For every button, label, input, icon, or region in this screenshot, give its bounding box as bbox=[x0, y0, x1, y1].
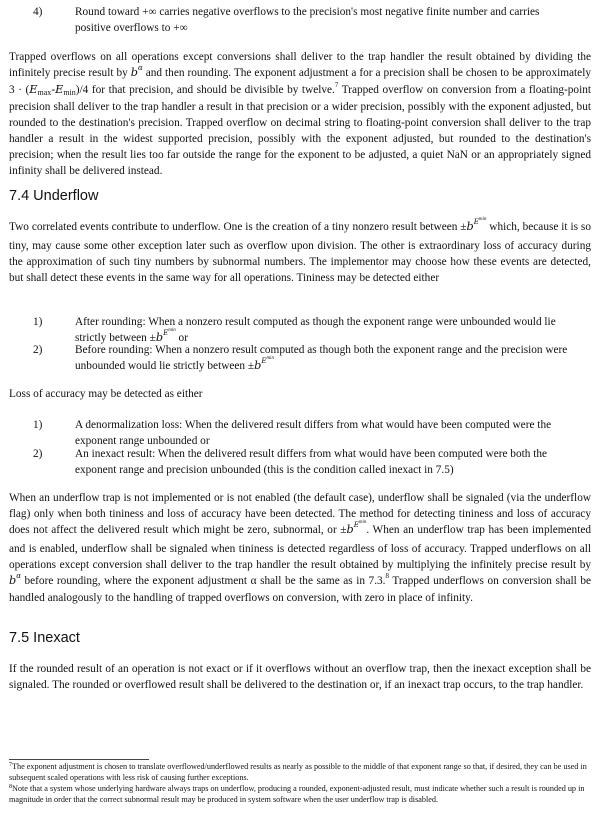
tininess-list-item: 1) After rounding: When a nonzero result computed as though the exponent range were unbounded would lie strictly between $\pm b^{E^{min}}$ or bbox=[33, 316, 556, 344]
footnote-ref-8[interactable]: 8 bbox=[385, 572, 389, 580]
footnote-ref-7[interactable]: 7 bbox=[334, 81, 339, 89]
loss-list-item: 2) An inexact result: When the delivered result differs from what would have been computed were both the exponent range and precision unbounded (this is the condition called inexact in 7.5) bbox=[33, 448, 548, 476]
footnote-divider bbox=[9, 759, 149, 760]
tininess-list-item: 2) Before rounding: When a nonzero result computed as though both the exponent range and the precision were unbounded would lie strictly between $\pm b^{E^{min}}$ bbox=[33, 344, 568, 372]
loss-of-accuracy-intro: Loss of accuracy may be detected as either bbox=[9, 388, 203, 400]
underflow-intro-paragraph: Two correlated events contribute to underflow. One is the creation of a tiny nonzero result between $\pm b^{E^{min}}$ which, because it is so tiny, may cause some other exception later such as overflow upon division. The other is extraordinary loss of accuracy during the approximation of such tiny numbers by subnormal numbers. The implementor may choose how these events are detected, but shall detect these events in the same way for all operations. Tininess may be detected either bbox=[9, 217, 591, 284]
section-heading-inexact: 7.5 Inexact bbox=[9, 630, 80, 646]
rounding-list-item-4 bbox=[33, 4, 585, 38]
inexact-paragraph: If the rounded result of an operation is not exact or if it overflows without an overflow trap, then the inexact exception shall be signaled. The rounded or overflowed result shall be delivered to the destination or, if an inexact trap occurs, to the trap handler. bbox=[9, 663, 591, 691]
loss-list-item: 1) A denormalization loss: When the delivered result differs from what would have been computed were the exponent range unbounded or bbox=[33, 419, 552, 447]
footnote-7: $^7$The exponent adjustment is chosen to translate overflowed/underflowed results as nearly as possible to the middle of that exponent range so that, if desired, they can be used in subsequent scaled operations with less risk of causing further exceptions. bbox=[9, 762, 587, 782]
list-text-line: positive overflows to +∞ bbox=[75, 22, 188, 34]
underflow-trap-paragraph: When an underflow trap is not implemented or is not enabled (the default case), underflow shall be signaled (via the underflow flag) only when both tininess and loss of accuracy have been detected. The method for detecting tininess and loss of accuracy does not affect the delivered result which might be zero, subnormal, or $\pm b^{E^{min}}$. When an underflow trap has been implemented and is enabled, underflow shall be signaled when tininess is detected regardless of loss of accuracy. Trapped underflows on all operations except conversion shall deliver to the trap handler the result obtained by multiplying the infinitely precise result by $b^\alpha$ before rounding, where the exponent adjustment α shall be the same as in 7.3.$^8$ Trapped underflows on conversion shall be handled analogously to the handling of trapped overflows on conversion, with zero in place of infinity. bbox=[9, 492, 591, 604]
list-text-line: Round toward +∞ carries negative overflows to the precision's most negative finite number and carries bbox=[75, 6, 540, 18]
section-heading-underflow: 7.4 Underflow bbox=[9, 188, 99, 204]
overflow-paragraph: Trapped overflows on all operations except conversions shall deliver to the trap handler the result obtained by dividing the infinitely precise result by $b^\alpha$ and then rounding. The exponent adjustment a for a precision shall be chosen to be approximately 3 · (Emax-Emin)/4 for that precision, and should be divisible by twelve.$^7$ Trapped overflow on conversion from a floating-point precision shall deliver to the trap handler a result in that precision or a wider precision, possibly with the exponent adjusted, but rounded to the destination's precision. Trapped overflow on decimal string to floating-point conversion shall deliver to the trap handler a result in the widest supported precision, possibly with the exponent adjusted, but rounded to the destination's precision; when the result lies too far outside the range for the exponent to be adjusted, a quiet NaN or an appropriately signed infinity shall be delivered instead. bbox=[9, 51, 591, 177]
footnote-8: $^8$Note that a system whose underlying hardware always traps on underflow, producing a rounded, exponent-adjusted result, must indicate whether such a result is rounded up in magnitude in order that the correct subnormal result may be produced in system software when the user underflow trap is disabled. bbox=[9, 784, 585, 804]
list-number: 4) bbox=[33, 6, 43, 18]
